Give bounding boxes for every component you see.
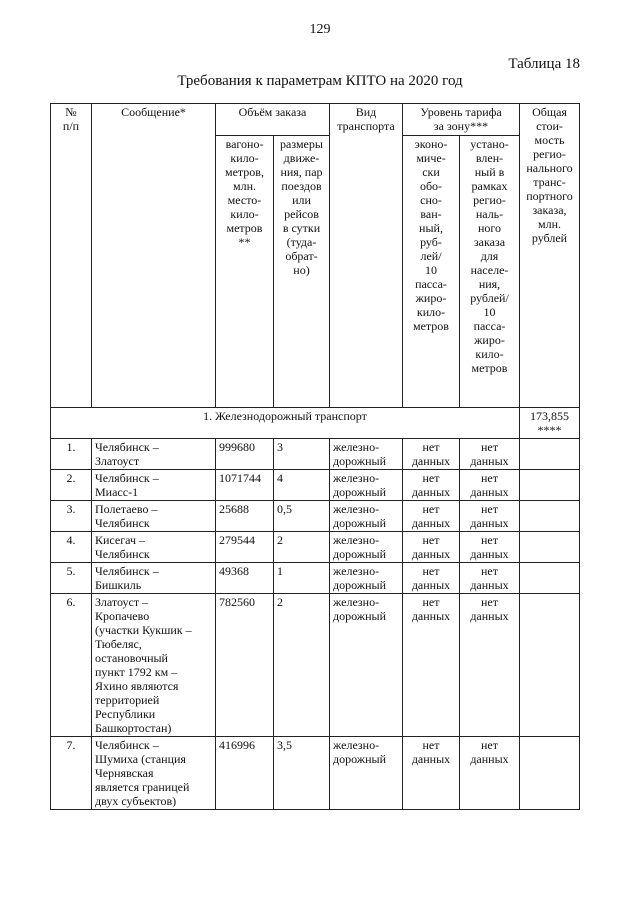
row-message: Челябинск – Златоуст: [92, 439, 216, 470]
table-row: [51, 737, 580, 810]
row-traffic: 0,5: [274, 501, 330, 532]
row-message: Полетаево – Челябинск: [92, 501, 216, 532]
row-volume: 999680: [216, 439, 274, 470]
row-total-cost: [520, 501, 580, 532]
row-traffic: 1: [274, 563, 330, 594]
row-economic-tariff: нет данных: [403, 439, 460, 470]
table-row: [51, 470, 580, 501]
row-regulated-tariff: нет данных: [460, 594, 520, 737]
row-total-cost: [520, 594, 580, 737]
row-economic-tariff: нет данных: [403, 563, 460, 594]
header-message: Сообщение*: [92, 104, 216, 408]
row-transport-type: железно- дорожный: [330, 594, 403, 737]
row-regulated-tariff: нет данных: [460, 563, 520, 594]
row-traffic: 2: [274, 532, 330, 563]
row-message: Челябинск – Бишкиль: [92, 563, 216, 594]
row-regulated-tariff: нет данных: [460, 439, 520, 470]
row-volume: 1071744: [216, 470, 274, 501]
row-economic-tariff: нет данных: [403, 737, 460, 810]
table-row: [51, 532, 580, 563]
header-economic-tariff: эконо- миче- ски обо- сно- ван- ный, руб- лей/ 10 пасса- жиро- кило- метров: [403, 136, 460, 408]
row-regulated-tariff: нет данных: [460, 737, 520, 810]
table-label: Таблица 18: [508, 56, 580, 72]
row-volume: 49368: [216, 563, 274, 594]
row-volume: 782560: [216, 594, 274, 737]
header-regulated-tariff: устано- влен- ный в рамках регио- наль- ного заказа для населе- ния, рублей/ 10 пасса- жиро- кило- метров: [460, 136, 520, 408]
header-num: № п/п: [51, 104, 92, 408]
header-tariff-group: Уровень тарифа за зону***: [403, 104, 520, 136]
row-economic-tariff: нет данных: [403, 532, 460, 563]
row-num: 2.: [51, 470, 92, 501]
row-regulated-tariff: нет данных: [460, 532, 520, 563]
row-transport-type: железно- дорожный: [330, 532, 403, 563]
row-transport-type: железно- дорожный: [330, 470, 403, 501]
row-total-cost: [520, 470, 580, 501]
page-number: 129: [309, 22, 331, 37]
row-transport-type: железно- дорожный: [330, 737, 403, 810]
kpto-requirements-table: [50, 103, 580, 810]
row-message: Челябинск – Миасс-1: [92, 470, 216, 501]
row-traffic: 2: [274, 594, 330, 737]
row-num: 6.: [51, 594, 92, 737]
section-railway: 1. Железнодорожный транспорт: [51, 408, 520, 439]
table-row: [51, 439, 580, 470]
row-volume: 416996: [216, 737, 274, 810]
row-volume: 25688: [216, 501, 274, 532]
row-transport-type: железно- дорожный: [330, 563, 403, 594]
row-total-cost: [520, 737, 580, 810]
row-volume: 279544: [216, 532, 274, 563]
header-car-km: вагоно- кило- метров, млн. место- кило- метров **: [216, 136, 274, 408]
table-row: [51, 563, 580, 594]
row-num: 1.: [51, 439, 92, 470]
row-num: 7.: [51, 737, 92, 810]
row-total-cost: [520, 532, 580, 563]
row-message: Златоуст – Кропачево (участки Кукшик – Тюбеляс, остановочный пункт 1792 км – Яхино являются территорией Республики Башкортостан): [92, 594, 216, 737]
table-row: [51, 501, 580, 532]
row-num: 3.: [51, 501, 92, 532]
header-traffic: размеры движе- ния, пар поездов или рейсов в сутки (туда- обрат- но): [274, 136, 330, 408]
row-economic-tariff: нет данных: [403, 501, 460, 532]
table-title: Требования к параметрам КПТО на 2020 год: [177, 73, 463, 89]
row-economic-tariff: нет данных: [403, 594, 460, 737]
row-traffic: 4: [274, 470, 330, 501]
row-num: 4.: [51, 532, 92, 563]
row-traffic: 3: [274, 439, 330, 470]
header-volume-group: Объём заказа: [216, 104, 330, 136]
header-total-cost: Общая стои- мость регио- нального транс- портного заказа, млн. рублей: [520, 104, 580, 408]
row-num: 5.: [51, 563, 92, 594]
header-transport-type: Вид транспорта: [330, 104, 403, 408]
table-row: [51, 594, 580, 737]
row-message: Кисегач – Челябинск: [92, 532, 216, 563]
section-total-cost: 173,855 ****: [520, 408, 580, 439]
row-regulated-tariff: нет данных: [460, 470, 520, 501]
row-message: Челябинск – Шумиха (станция Чернявская является границей двух субъектов): [92, 737, 216, 810]
row-total-cost: [520, 439, 580, 470]
row-regulated-tariff: нет данных: [460, 501, 520, 532]
row-economic-tariff: нет данных: [403, 470, 460, 501]
row-transport-type: железно- дорожный: [330, 501, 403, 532]
row-traffic: 3,5: [274, 737, 330, 810]
row-transport-type: железно- дорожный: [330, 439, 403, 470]
row-total-cost: [520, 563, 580, 594]
